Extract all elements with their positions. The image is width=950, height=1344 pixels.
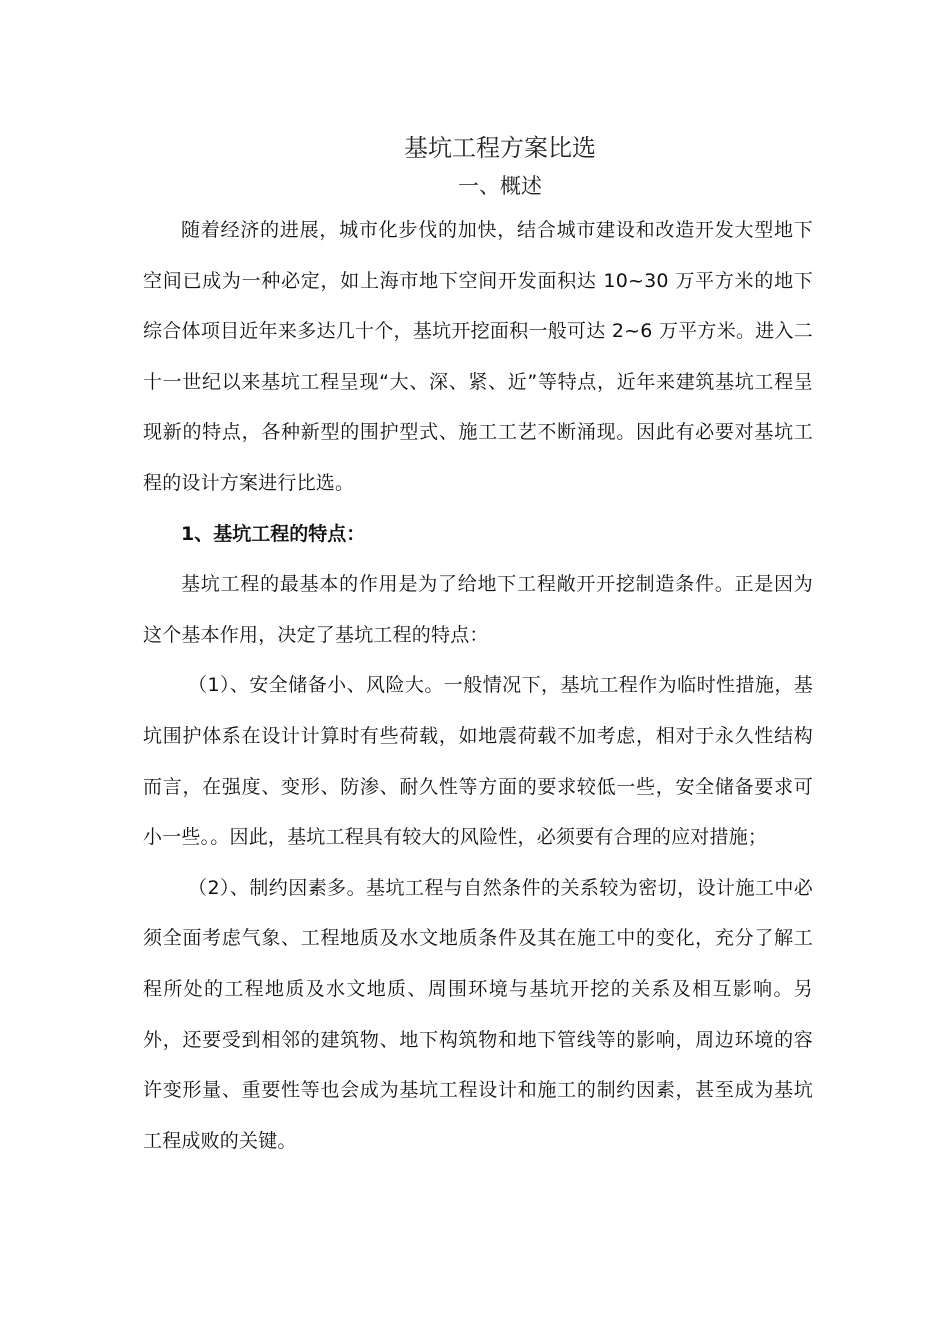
subheading-features: 1、基坑工程的特点： <box>181 522 366 545</box>
paragraph-basic-role: 基坑工程的最基本的作用是为了给地下工程敞开开挖制造条件。正是因为这个基本作用，决定了基坑工程的特点： <box>143 573 813 646</box>
document-title: 基坑工程方案比选 <box>404 134 596 162</box>
intro-paragraph: 随着经济的进展，城市化步伐的加快，结合城市建设和改造开发大型地下空间已成为一种必定，如上海市地下空间开发面积达 10~30 万平方米的地下综合体项目近年来多达几十个，基坑开挖面积一般可达 2~6 万平方米。进入二十一世纪以来基坑工程呈现“大、深、紧、近”等特点，近年来建筑基坑工程呈现新的特点，各种新型的围护型式、施工工艺不断涌现。因此有必要对基坑工程的设计方案进行比选。 <box>143 219 813 494</box>
feature-item-2: （2）、制约因素多。基坑工程与自然条件的关系较为密切，设计施工中必须全面考虑气象、工程地质及水文地质条件及其在施工中的变化，充分了解工程所处的工程地质及水文地质、周围环境与基坑开挖的关系及相互影响。另外，还要受到相邻的建筑物、地下构筑物和地下管线等的影响，周边环境的容许变形量、重要性等也会成为基坑工程设计和施工的制约因素，甚至成为基坑工程成败的关键。 <box>143 876 813 1152</box>
feature-item-1: （1）、安全储备小、风险大。一般情况下，基坑工程作为临时性措施，基坑围护体系在设计计算时有些荷载，如地震荷载不加考虑，相对于永久性结构而言，在强度、变形、防渗、耐久性等方面的要求较低一些，安全储备要求可小一些。。因此，基坑工程具有较大的风险性，必须要有合理的应对措施； <box>143 674 813 849</box>
section-heading: 一、概述 <box>458 174 542 198</box>
document-body <box>143 205 813 1166</box>
